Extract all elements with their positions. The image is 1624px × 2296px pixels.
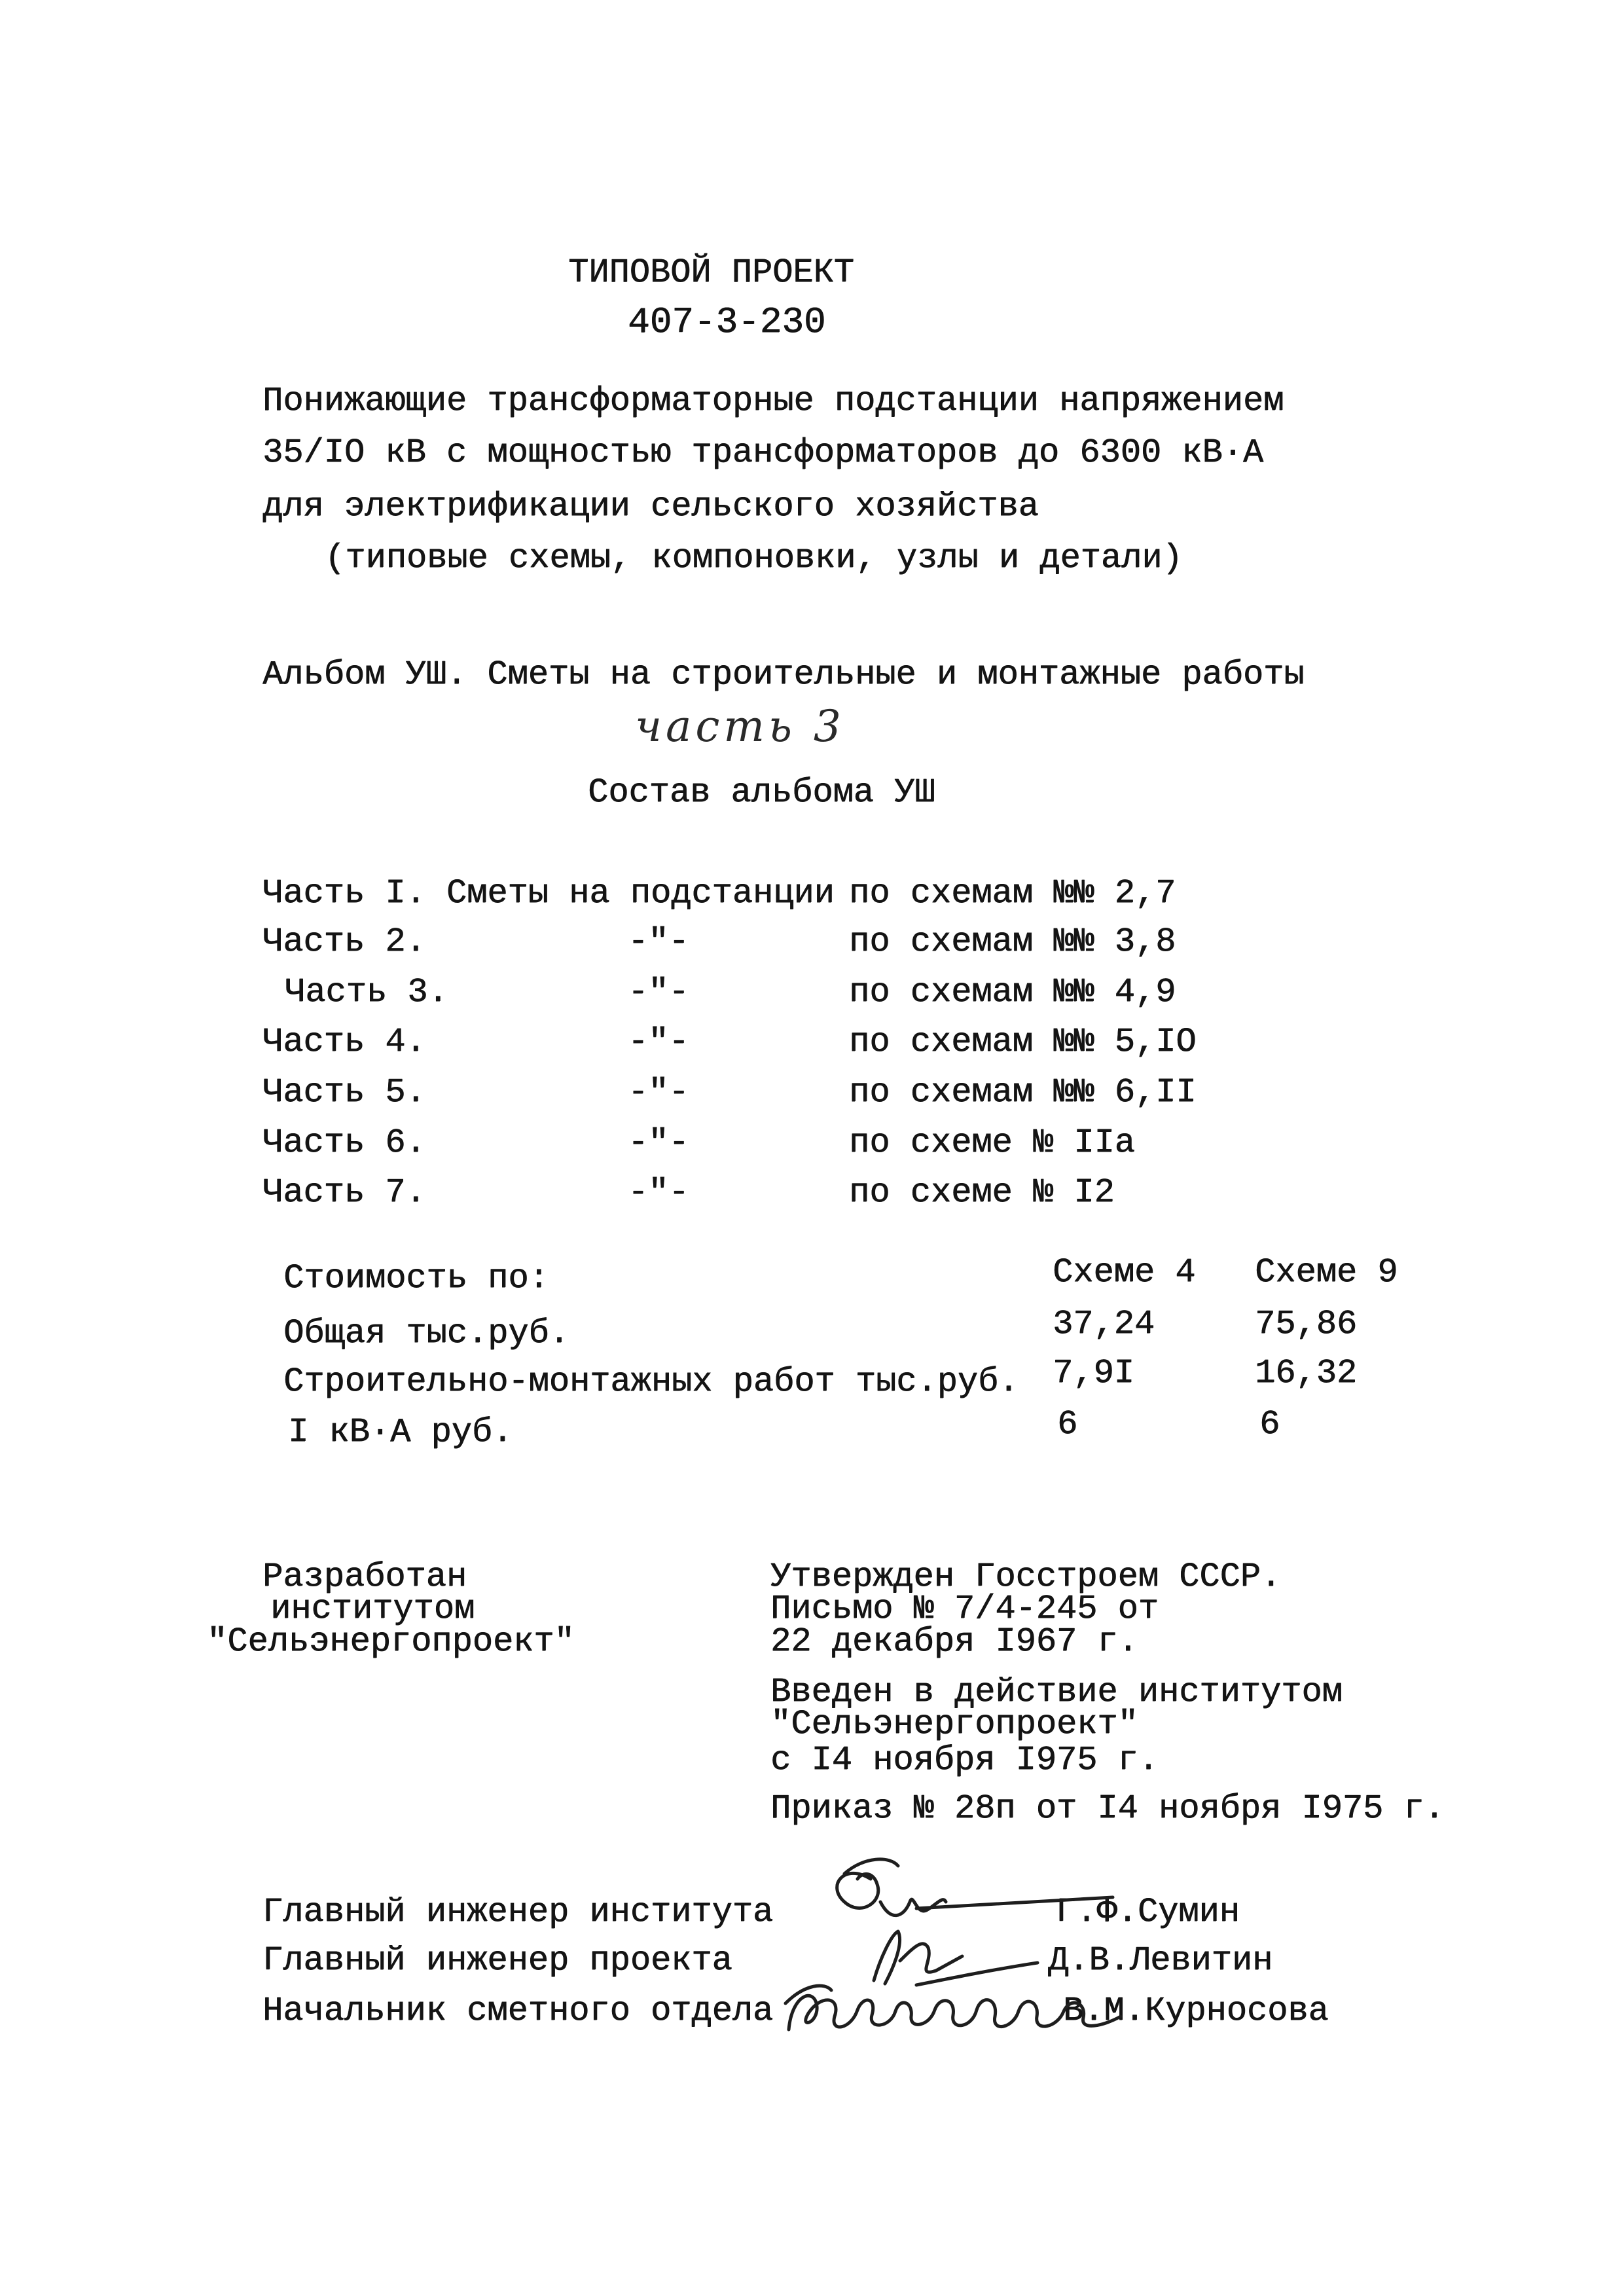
cost-row-label: Строительно-монтажных работ тыс.руб. [283,1362,1019,1401]
document-type: ТИПОВОЙ ПРОЕКТ [568,253,854,292]
title-line: Понижающие трансформаторные подстанции напряжением [262,382,1284,420]
approval-line: Введен в действие институтом [770,1673,1343,1711]
developed-line: Разработан [262,1558,467,1596]
ditto-mark: -"- [628,922,689,961]
ditto-mark: -"- [628,973,689,1011]
cost-value: 7,9I [1053,1354,1134,1393]
part-label: Часть 3. [285,973,448,1011]
signatory-name: Д.В.Левитин [1048,1941,1273,1980]
part-schemes: по схемам №№ 3,8 [849,922,1176,961]
album-title: Альбом УШ. Сметы на строительные и монтажные работы [262,655,1305,694]
signatory-role: Главный инженер проекта [262,1941,732,1980]
part-label: Часть 5. [262,1073,426,1112]
handwritten-part-note: часть 3 [635,701,845,752]
part-schemes: по схеме № IIa [849,1123,1135,1162]
part-label: Часть 4. [262,1023,426,1061]
approval-line: с I4 ноября I975 г. [770,1741,1159,1779]
title-line: для электрификации сельского хозяйства [262,487,1039,526]
approval-line: Письмо № 7/4-245 от [770,1590,1159,1628]
part-label: Часть 2. [262,922,426,961]
cost-row-label: Общая тыс.руб. [283,1314,569,1353]
cost-value: 6 [1259,1405,1280,1444]
signatory-name: Г.Ф.Сумин [1056,1893,1240,1931]
ditto-mark: -"- [628,1123,689,1162]
part-schemes: по схемам №№ 6,II [849,1073,1197,1112]
ditto-mark: -"- [628,1073,689,1112]
title-line: (типовые схемы, компоновки, узлы и детали) [325,539,1183,577]
part-label: Часть 6. [262,1123,426,1162]
cost-heading: Стоимость по: [283,1259,549,1298]
part-schemes: по схемам №№ 5,IO [849,1023,1197,1061]
part-label: Часть I. Сметы на подстанции [262,874,835,913]
ditto-mark: -"- [628,1173,689,1212]
contents-heading: Состав альбома УШ [588,773,935,812]
part-label: Часть 7. [262,1173,426,1212]
approval-line: 22 декабря I967 г. [770,1622,1138,1661]
part-schemes: по схемам №№ 2,7 [849,874,1176,913]
developed-line: институтом [270,1590,475,1628]
signatory-name: В.М.Курносова [1063,1992,1329,2030]
developed-line: "Сельэнергопроект" [207,1622,575,1661]
signatory-role: Начальник сметного отдела [262,1992,774,2030]
approval-line: Утвержден Госстроем СССР. [770,1558,1282,1596]
cost-value: 6 [1057,1405,1078,1444]
signature-chief-engineer-project [874,1931,1038,1985]
cost-value: 75,86 [1255,1305,1358,1343]
part-schemes: по схемам №№ 4,9 [849,973,1176,1011]
cost-column-header: Схеме 4 [1053,1253,1196,1292]
cost-value: 37,24 [1053,1305,1155,1343]
part-schemes: по схеме № I2 [849,1173,1115,1212]
cost-value: 16,32 [1255,1354,1358,1393]
cost-row-label: I кВ·А руб. [288,1413,513,1451]
title-line: 35/IO кВ с мощностью трансформаторов до 6300 кВ·А [262,433,1264,472]
cost-column-header: Схеме 9 [1255,1253,1398,1292]
approval-line: "Сельэнергопроект" [770,1705,1138,1743]
signatory-role: Главный инженер института [262,1893,774,1931]
approval-line: Приказ № 28п от I4 ноября I975 г. [770,1789,1445,1828]
project-number: 407-3-230 [628,301,826,343]
ditto-mark: -"- [628,1023,689,1061]
